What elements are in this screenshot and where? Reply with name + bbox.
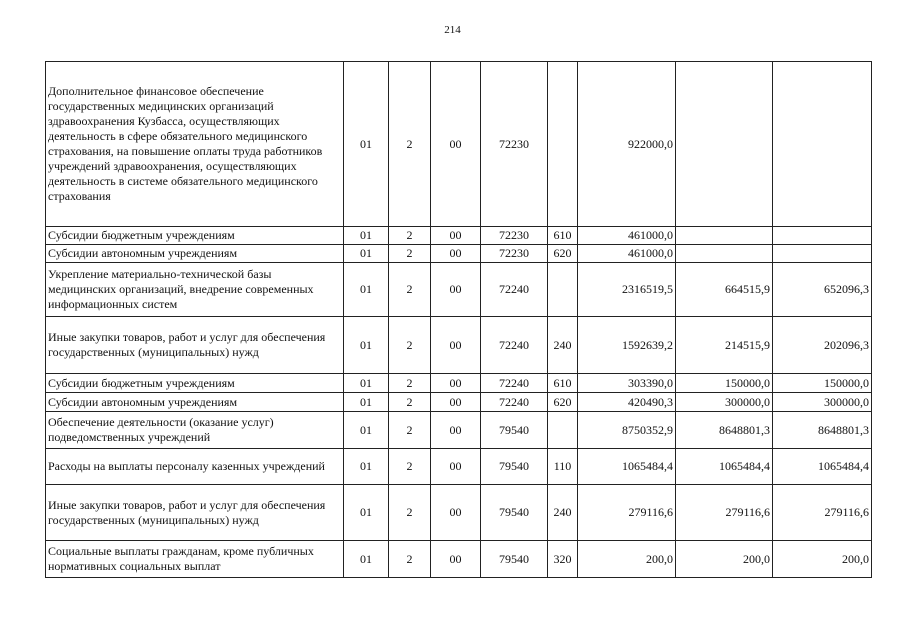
code-subprogram: 2 [389,541,431,578]
code-measure: 00 [431,412,481,449]
code-expense-type: 240 [548,317,578,374]
code-program: 01 [344,541,389,578]
code-program: 01 [344,412,389,449]
amount-year-2: 664515,9 [676,263,773,317]
code-direction: 72240 [481,393,548,412]
code-direction: 72240 [481,317,548,374]
page-number: 214 [444,24,461,36]
code-subprogram: 2 [389,317,431,374]
amount-year-1: 461000,0 [578,245,676,263]
table-row [46,245,872,263]
code-direction: 79540 [481,485,548,541]
amount-year-2: 8648801,3 [676,412,773,449]
code-measure: 00 [431,485,481,541]
code-program: 01 [344,485,389,541]
amount-year-3: 8648801,3 [773,412,872,449]
amount-year-3: 202096,3 [773,317,872,374]
row-description: Социальные выплаты гражданам, кроме публичных нормативных социальных выплат [46,541,344,578]
code-program: 01 [344,374,389,393]
code-program: 01 [344,245,389,263]
code-expense-type: 620 [548,245,578,263]
code-expense-type: 110 [548,449,578,485]
code-program: 01 [344,263,389,317]
table-row [46,412,872,449]
code-direction: 79540 [481,412,548,449]
code-expense-type [548,412,578,449]
code-program: 01 [344,227,389,245]
amount-year-2: 279116,6 [676,485,773,541]
code-expense-type: 320 [548,541,578,578]
code-measure: 00 [431,227,481,245]
table-row [46,449,872,485]
amount-year-1: 279116,6 [578,485,676,541]
code-subprogram: 2 [389,449,431,485]
code-measure: 00 [431,374,481,393]
code-measure: 00 [431,393,481,412]
amount-year-1: 420490,3 [578,393,676,412]
amount-year-2 [676,62,773,227]
code-measure: 00 [431,62,481,227]
table-row [46,62,872,227]
code-subprogram: 2 [389,412,431,449]
code-direction: 72230 [481,62,548,227]
amount-year-3: 1065484,4 [773,449,872,485]
budget-table [45,61,872,578]
amount-year-3: 150000,0 [773,374,872,393]
table-row [46,374,872,393]
table-row [46,393,872,412]
code-subprogram: 2 [389,245,431,263]
row-description: Субсидии автономным учреждениям [46,245,344,263]
code-expense-type: 240 [548,485,578,541]
row-description: Расходы на выплаты персоналу казенных учреждений [46,449,344,485]
code-measure: 00 [431,317,481,374]
amount-year-1: 2316519,5 [578,263,676,317]
row-description: Укрепление материально-технической базы медицинских организаций, внедрение современных информационных систем [46,263,344,317]
code-expense-type: 620 [548,393,578,412]
code-expense-type: 610 [548,374,578,393]
amount-year-3 [773,245,872,263]
code-subprogram: 2 [389,393,431,412]
row-description: Субсидии бюджетным учреждениям [46,374,344,393]
code-expense-type [548,62,578,227]
table-row [46,541,872,578]
code-subprogram: 2 [389,227,431,245]
amount-year-2: 300000,0 [676,393,773,412]
row-description: Дополнительное финансовое обеспечение государственных медицинских организаций здравоохранения Кузбасса, осуществляющих деятельность в сфере обязательного медицинского страхования, на повышение оплаты труда работников учреждений здравоохранения, осуществляющих деятельность в системе обязательного медицинского страхования [46,62,344,227]
code-direction: 72240 [481,263,548,317]
amount-year-2: 1065484,4 [676,449,773,485]
amount-year-1: 1065484,4 [578,449,676,485]
amount-year-1: 8750352,9 [578,412,676,449]
amount-year-2: 214515,9 [676,317,773,374]
amount-year-1: 1592639,2 [578,317,676,374]
amount-year-2: 150000,0 [676,374,773,393]
code-expense-type [548,263,578,317]
row-description: Субсидии бюджетным учреждениям [46,227,344,245]
code-direction: 79540 [481,541,548,578]
row-description: Субсидии автономным учреждениям [46,393,344,412]
code-direction: 79540 [481,449,548,485]
amount-year-3: 279116,6 [773,485,872,541]
amount-year-1: 303390,0 [578,374,676,393]
code-measure: 00 [431,245,481,263]
amount-year-3: 200,0 [773,541,872,578]
amount-year-3 [773,62,872,227]
code-direction: 72230 [481,227,548,245]
code-subprogram: 2 [389,485,431,541]
code-measure: 00 [431,449,481,485]
code-expense-type: 610 [548,227,578,245]
amount-year-3: 300000,0 [773,393,872,412]
code-program: 01 [344,317,389,374]
table-row [46,317,872,374]
table-row [46,227,872,245]
row-description: Иные закупки товаров, работ и услуг для обеспечения государственных (муниципальных) нужд [46,485,344,541]
code-direction: 72240 [481,374,548,393]
amount-year-3 [773,227,872,245]
code-program: 01 [344,449,389,485]
amount-year-1: 461000,0 [578,227,676,245]
row-description: Иные закупки товаров, работ и услуг для обеспечения государственных (муниципальных) нужд [46,317,344,374]
table-row [46,263,872,317]
code-direction: 72230 [481,245,548,263]
code-subprogram: 2 [389,374,431,393]
amount-year-2 [676,227,773,245]
table-body [46,62,872,578]
code-subprogram: 2 [389,263,431,317]
amount-year-2 [676,245,773,263]
amount-year-3: 652096,3 [773,263,872,317]
amount-year-1: 200,0 [578,541,676,578]
code-subprogram: 2 [389,62,431,227]
code-program: 01 [344,62,389,227]
table-row [46,485,872,541]
amount-year-2: 200,0 [676,541,773,578]
code-program: 01 [344,393,389,412]
amount-year-1: 922000,0 [578,62,676,227]
row-description: Обеспечение деятельности (оказание услуг) подведомственных учреждений [46,412,344,449]
code-measure: 00 [431,541,481,578]
code-measure: 00 [431,263,481,317]
